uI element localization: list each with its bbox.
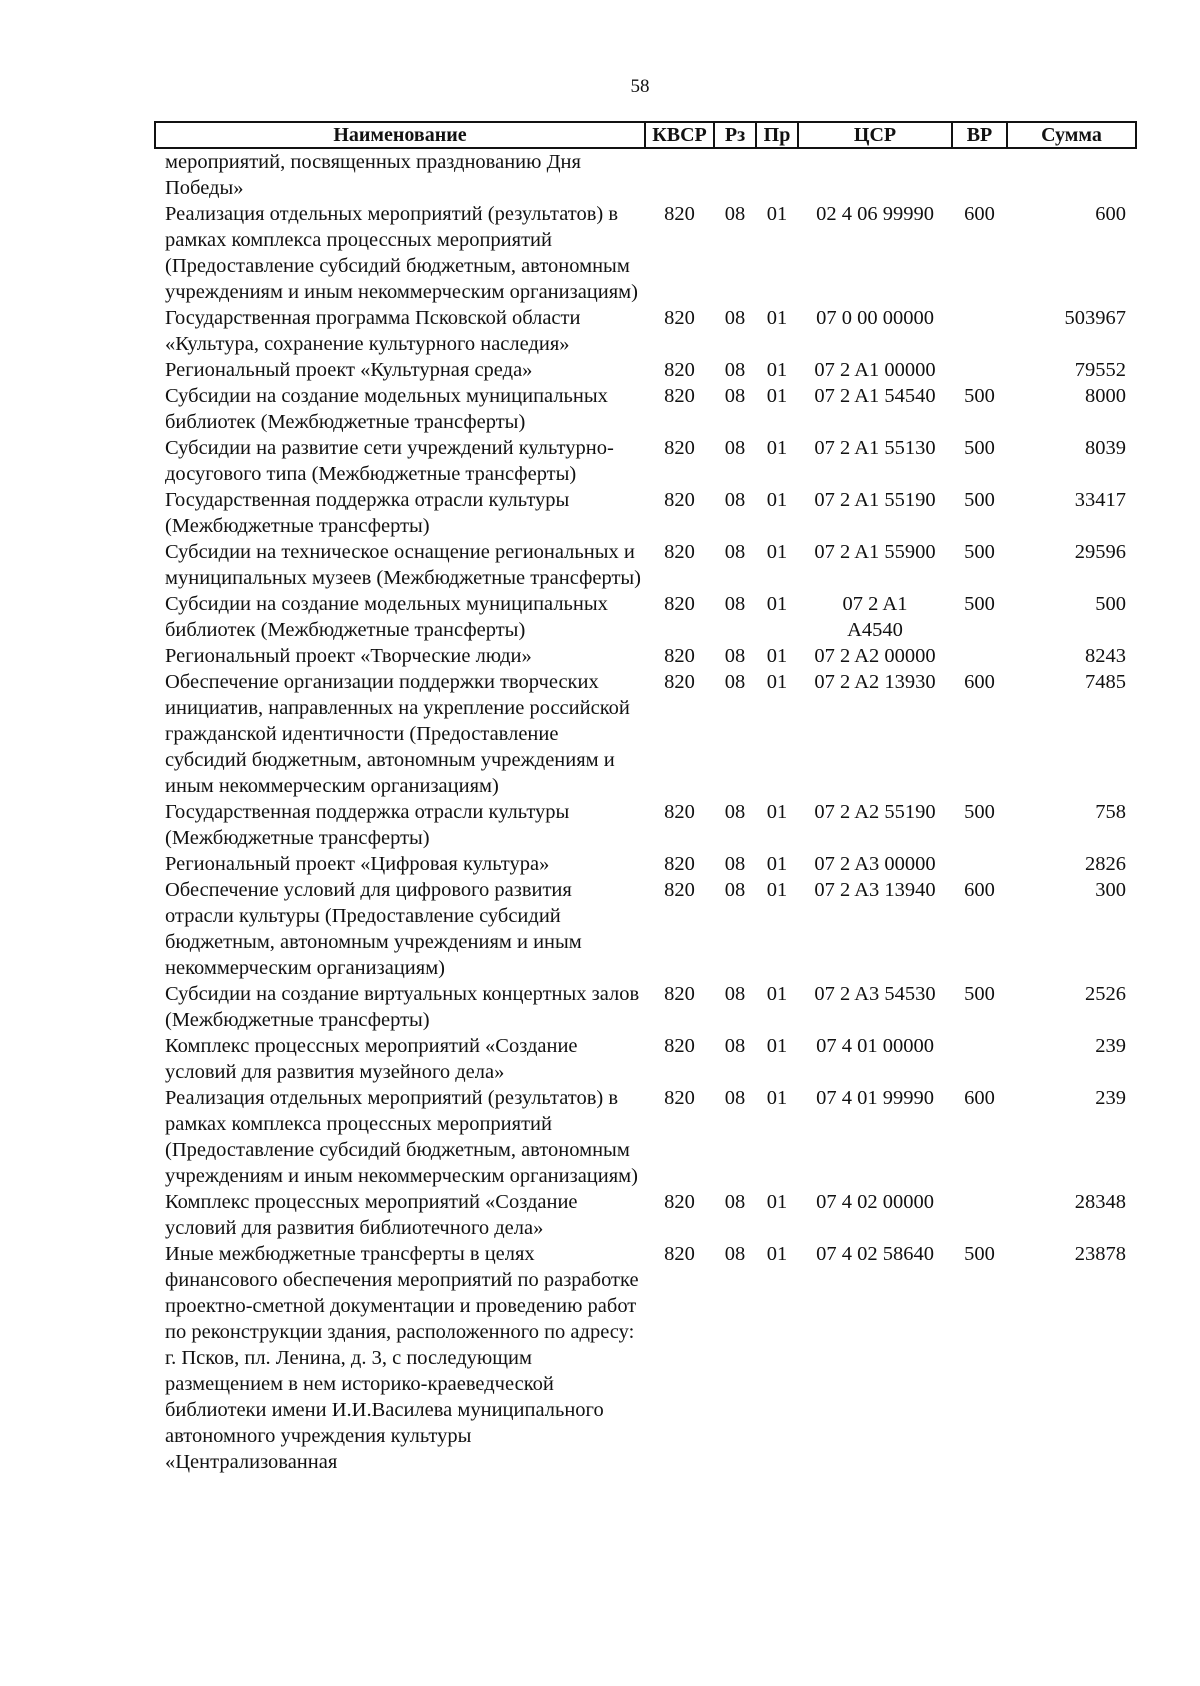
row-vr (952, 643, 1007, 669)
row-kvsr: 820 (664, 983, 695, 1005)
row-kvsr (645, 148, 714, 201)
row-rz: 08 (724, 593, 746, 615)
row-vr: 600 (964, 879, 995, 901)
row-csr: 07 2 A1 54540 (814, 385, 936, 407)
row-kvsr: 820 (664, 853, 695, 875)
table-row (155, 799, 1136, 851)
row-sum: 8039 (1085, 437, 1126, 459)
row-name: Региональный проект «Цифровая культура» (165, 853, 550, 875)
row-pr: 01 (766, 1087, 788, 1109)
row-sum: 28348 (1074, 1191, 1126, 1213)
table-row (155, 435, 1136, 487)
table-row (155, 643, 1136, 669)
row-sum: 8243 (1085, 645, 1126, 667)
row-rz: 08 (724, 1035, 746, 1057)
row-kvsr: 820 (664, 203, 695, 225)
row-pr: 01 (766, 385, 788, 407)
row-rz: 08 (724, 307, 746, 329)
row-csr: 07 2 A3 54530 (814, 983, 936, 1005)
row-kvsr: 820 (664, 1087, 695, 1109)
row-kvsr: 820 (664, 671, 695, 693)
table-row (155, 669, 1136, 799)
row-pr: 01 (766, 203, 788, 225)
table-row (155, 877, 1136, 981)
row-sum: 2526 (1085, 983, 1126, 1005)
table-row (155, 1189, 1136, 1241)
table-row (155, 591, 1136, 643)
row-sum: 300 (1095, 879, 1126, 901)
row-rz: 08 (724, 645, 746, 667)
row-csr: 07 2 A1 55190 (814, 489, 936, 511)
row-vr (952, 851, 1007, 877)
row-name: Обеспечение организации поддержки творческих инициатив, направленных на укрепление российской гражданской идентичности (Предоставление субсидий бюджетным, автономным учреждениям и иным некоммерческим организациям) (165, 671, 630, 797)
row-csr: 07 0 00 00000 (816, 307, 934, 329)
header-kvsr: КВСР (645, 122, 714, 148)
header-csr: ЦСР (798, 122, 952, 148)
row-vr (952, 305, 1007, 357)
row-pr: 01 (766, 1243, 788, 1265)
table-row (155, 148, 1136, 201)
row-pr: 01 (766, 983, 788, 1005)
row-vr: 500 (964, 385, 995, 407)
row-csr: 02 4 06 99990 (816, 203, 934, 225)
table-row (155, 357, 1136, 383)
row-pr: 01 (766, 437, 788, 459)
row-name: Государственная поддержка отрасли культуры (Межбюджетные трансферты) (165, 801, 570, 849)
row-pr: 01 (766, 593, 788, 615)
row-pr: 01 (766, 541, 788, 563)
row-name: Субсидии на создание модельных муниципальных библиотек (Межбюджетные трансферты) (165, 385, 608, 433)
table-row (155, 305, 1136, 357)
row-csr: 07 2 A3 00000 (814, 853, 936, 875)
row-kvsr: 820 (664, 541, 695, 563)
row-sum: 239 (1095, 1087, 1126, 1109)
row-csr: 07 2 A1 55130 (814, 437, 936, 459)
table-row (155, 1241, 1136, 1475)
row-name: Субсидии на создание виртуальных концертных залов (Межбюджетные трансферты) (165, 983, 640, 1031)
row-rz: 08 (724, 1243, 746, 1265)
row-sum: 23878 (1074, 1243, 1126, 1265)
row-name: Государственная поддержка отрасли культуры (Межбюджетные трансферты) (165, 489, 570, 537)
row-sum: 7485 (1085, 671, 1126, 693)
row-csr: 07 2 A2 55190 (814, 801, 936, 823)
row-sum: 758 (1095, 801, 1126, 823)
row-pr: 01 (766, 1191, 788, 1213)
row-csr: 07 4 01 00000 (816, 1035, 934, 1057)
row-vr: 500 (964, 1243, 995, 1265)
table-row (155, 1033, 1136, 1085)
row-vr: 500 (964, 437, 995, 459)
row-name: Субсидии на техническое оснащение региональных и муниципальных музеев (Межбюджетные трансферты) (165, 541, 642, 589)
row-name: Субсидии на создание модельных муниципальных библиотек (Межбюджетные трансферты) (165, 593, 608, 641)
row-kvsr: 820 (664, 593, 695, 615)
row-kvsr: 820 (664, 801, 695, 823)
row-sum: 8000 (1085, 385, 1126, 407)
table-row (155, 1085, 1136, 1189)
row-vr: 600 (964, 671, 995, 693)
row-csr: 07 2 A1 55900 (814, 541, 936, 563)
row-vr (952, 357, 1007, 383)
row-csr: 07 2 A2 00000 (814, 645, 936, 667)
row-name: Иные межбюджетные трансферты в целях финансового обеспечения мероприятий по разработке проектно-сметной документации и проведению работ по реконструкции здания, расположенного по адресу: г. Псков, пл. Ленина, д. 3, с последующим размещением в нем историко-краеведческой библиотеки имени И.И.Василева муниципального автономного учреждения культуры «Централизованная (165, 1243, 639, 1473)
row-rz: 08 (724, 541, 746, 563)
row-name: Реализация отдельных мероприятий (результатов) в рамках комплекса процессных мероприятий (Предоставление субсидий бюджетным, автономным учреждениям и иным некоммерческим организациям) (165, 203, 638, 303)
row-pr: 01 (766, 307, 788, 329)
row-pr: 01 (766, 489, 788, 511)
row-pr: 01 (766, 879, 788, 901)
row-sum: 503967 (1064, 307, 1126, 329)
row-pr (756, 148, 798, 201)
row-name: Комплекс процессных мероприятий «Создание условий для развития библиотечного дела» (165, 1191, 578, 1239)
row-kvsr: 820 (664, 359, 695, 381)
row-csr: 07 2 A1 00000 (814, 359, 936, 381)
row-pr: 01 (766, 853, 788, 875)
row-rz: 08 (724, 1191, 746, 1213)
row-sum: 500 (1095, 593, 1126, 615)
row-name: Обеспечение условий для цифрового развития отрасли культуры (Предоставление субсидий бюджетным, автономным учреждениям и иным некоммерческим организациям) (165, 879, 582, 979)
row-pr: 01 (766, 645, 788, 667)
header-sum: Сумма (1007, 122, 1136, 148)
row-pr: 01 (766, 359, 788, 381)
row-sum: 2826 (1085, 853, 1126, 875)
row-name: Субсидии на развитие сети учреждений культурно-досугового типа (Межбюджетные трансферты) (165, 437, 614, 485)
row-rz: 08 (724, 203, 746, 225)
row-name: мероприятий, посвященных празднованию Дня Победы» (165, 151, 581, 199)
row-vr: 500 (964, 541, 995, 563)
row-sum: 29596 (1074, 541, 1126, 563)
row-kvsr: 820 (664, 489, 695, 511)
table-row (155, 383, 1136, 435)
row-name: Реализация отдельных мероприятий (результатов) в рамках комплекса процессных мероприятий (Предоставление субсидий бюджетным, автономным учреждениям и иным некоммерческим организациям) (165, 1087, 638, 1187)
header-vr: ВР (952, 122, 1007, 148)
table-row (155, 539, 1136, 591)
table-row (155, 201, 1136, 305)
row-rz: 08 (724, 489, 746, 511)
row-pr: 01 (766, 1035, 788, 1057)
row-pr: 01 (766, 671, 788, 693)
table-row (155, 487, 1136, 539)
row-kvsr: 820 (664, 1035, 695, 1057)
row-vr (952, 1033, 1007, 1085)
row-name: Региональный проект «Творческие люди» (165, 645, 532, 667)
row-pr: 01 (766, 801, 788, 823)
row-rz (714, 148, 756, 201)
row-csr: 07 2 A2 13930 (814, 671, 936, 693)
row-csr: 07 4 01 99990 (816, 1087, 934, 1109)
row-vr (952, 1189, 1007, 1241)
row-csr (798, 148, 952, 201)
row-rz: 08 (724, 853, 746, 875)
row-sum: 33417 (1074, 489, 1126, 511)
row-kvsr: 820 (664, 645, 695, 667)
header-pr: Пр (756, 122, 798, 148)
row-csr: 07 4 02 58640 (816, 1243, 934, 1265)
row-rz: 08 (724, 671, 746, 693)
row-rz: 08 (724, 879, 746, 901)
budget-table (154, 121, 1137, 1475)
row-vr: 500 (964, 489, 995, 511)
row-sum: 600 (1095, 203, 1126, 225)
row-vr: 500 (964, 801, 995, 823)
row-rz: 08 (724, 359, 746, 381)
table-row (155, 851, 1136, 877)
row-kvsr: 820 (664, 385, 695, 407)
row-rz: 08 (724, 437, 746, 459)
row-rz: 08 (724, 385, 746, 407)
row-kvsr: 820 (664, 1191, 695, 1213)
row-kvsr: 820 (664, 879, 695, 901)
table-header-row (155, 122, 1136, 148)
page-number: 58 (630, 76, 650, 97)
row-vr: 500 (964, 593, 995, 615)
header-name: Наименование (155, 122, 645, 148)
row-name: Государственная программа Псковской области «Культура, сохранение культурного наследия» (165, 307, 581, 355)
row-rz: 08 (724, 801, 746, 823)
row-kvsr: 820 (664, 307, 695, 329)
table-row (155, 981, 1136, 1033)
row-csr: 07 4 02 00000 (816, 1191, 934, 1213)
row-kvsr: 820 (664, 437, 695, 459)
row-rz: 08 (724, 983, 746, 1005)
row-csr: 07 2 A3 13940 (814, 879, 936, 901)
row-rz: 08 (724, 1087, 746, 1109)
row-vr: 500 (964, 983, 995, 1005)
row-csr: 07 2 A1 A4540 (842, 593, 908, 641)
header-rz: Рз (714, 122, 756, 148)
row-kvsr: 820 (664, 1243, 695, 1265)
row-vr: 600 (964, 203, 995, 225)
row-sum: 79552 (1074, 359, 1126, 381)
row-vr: 600 (964, 1087, 995, 1109)
row-name: Комплекс процессных мероприятий «Создание условий для развития музейного дела» (165, 1035, 578, 1083)
row-vr (952, 148, 1007, 201)
row-name: Региональный проект «Культурная среда» (165, 359, 533, 381)
row-sum: 239 (1095, 1035, 1126, 1057)
row-sum (1007, 148, 1136, 201)
